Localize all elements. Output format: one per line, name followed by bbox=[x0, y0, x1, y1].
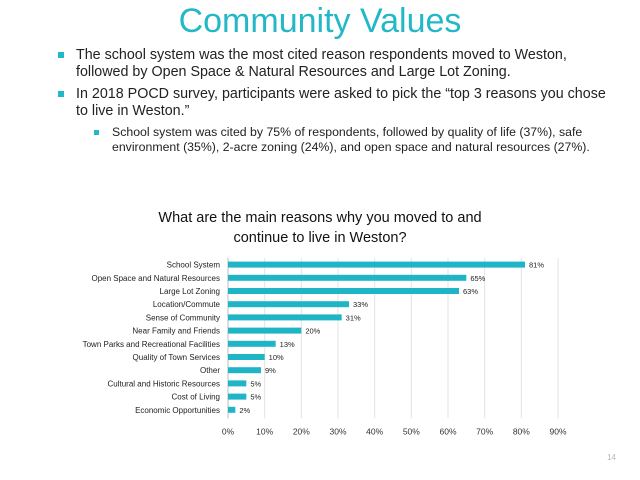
data-label: 9% bbox=[265, 366, 276, 376]
bar bbox=[228, 394, 246, 400]
x-tick-label: 70% bbox=[476, 426, 494, 437]
category-label: Cost of Living bbox=[171, 392, 220, 402]
page-number: 14 bbox=[607, 453, 616, 462]
x-tick-label: 60% bbox=[439, 426, 457, 437]
chart-title-line: continue to live in Weston? bbox=[233, 230, 407, 246]
data-label: 33% bbox=[353, 300, 369, 310]
bullet-text: In 2018 POCD survey, participants were asked to pick the “top 3 reasons you chose to live in Weston.” bbox=[76, 86, 606, 119]
category-label: Cultural and Historic Resources bbox=[107, 379, 220, 389]
x-tick-label: 90% bbox=[549, 426, 567, 437]
data-label: 5% bbox=[250, 379, 262, 389]
bar bbox=[228, 354, 265, 360]
bar bbox=[228, 262, 525, 268]
bar bbox=[228, 380, 246, 386]
x-tick-label: 80% bbox=[512, 426, 530, 437]
category-label: Quality of Town Services bbox=[132, 353, 220, 362]
data-label: 2% bbox=[239, 405, 251, 415]
bullet-text: The school system was the most cited reason respondents moved to Weston, followed by Open Space & Natural Resources and Large Lot Zoning. bbox=[76, 47, 567, 80]
data-label: 10% bbox=[268, 353, 284, 362]
slide-title: Community Values bbox=[178, 2, 462, 40]
data-label: 63% bbox=[463, 287, 479, 296]
category-label: School System bbox=[166, 260, 220, 270]
x-tick-label: 10% bbox=[256, 426, 274, 437]
sub-bullet-text: School system was cited by 75% of respondents, followed by quality of life (37%), safe environment (35%), 2-acre zoning (24%), and open space and natural resources (27%). bbox=[112, 125, 590, 154]
category-label: Sense of Community bbox=[145, 313, 220, 323]
category-label: Town Parks and Recreational Facilities bbox=[82, 339, 220, 349]
bar bbox=[228, 407, 235, 413]
data-label: 20% bbox=[305, 326, 321, 336]
data-label: 13% bbox=[279, 339, 295, 349]
x-tick-label: 50% bbox=[402, 426, 420, 437]
category-label: Economic Opportunities bbox=[135, 405, 220, 415]
data-label: 81% bbox=[529, 260, 545, 270]
category-label: Near Family and Friends bbox=[132, 326, 220, 336]
x-tick-label: 0% bbox=[221, 426, 235, 437]
bar bbox=[228, 275, 466, 281]
category-label: Large Lot Zoning bbox=[159, 287, 220, 296]
bar bbox=[228, 341, 276, 347]
bar bbox=[228, 301, 349, 307]
data-label: 31% bbox=[345, 313, 361, 323]
category-label: Open Space and Natural Resources bbox=[91, 273, 220, 283]
bar bbox=[228, 328, 301, 334]
category-label: Other bbox=[199, 366, 220, 376]
data-label: 65% bbox=[470, 273, 486, 283]
bar bbox=[228, 314, 342, 320]
x-tick-label: 40% bbox=[366, 426, 384, 437]
chart-title-line: What are the main reasons why you moved to and bbox=[158, 210, 482, 226]
bar bbox=[228, 367, 261, 373]
category-label: Location/Commute bbox=[152, 300, 220, 310]
x-tick-label: 20% bbox=[292, 426, 310, 437]
bar bbox=[228, 288, 459, 294]
data-label: 5% bbox=[250, 392, 262, 402]
x-tick-label: 30% bbox=[329, 426, 347, 437]
